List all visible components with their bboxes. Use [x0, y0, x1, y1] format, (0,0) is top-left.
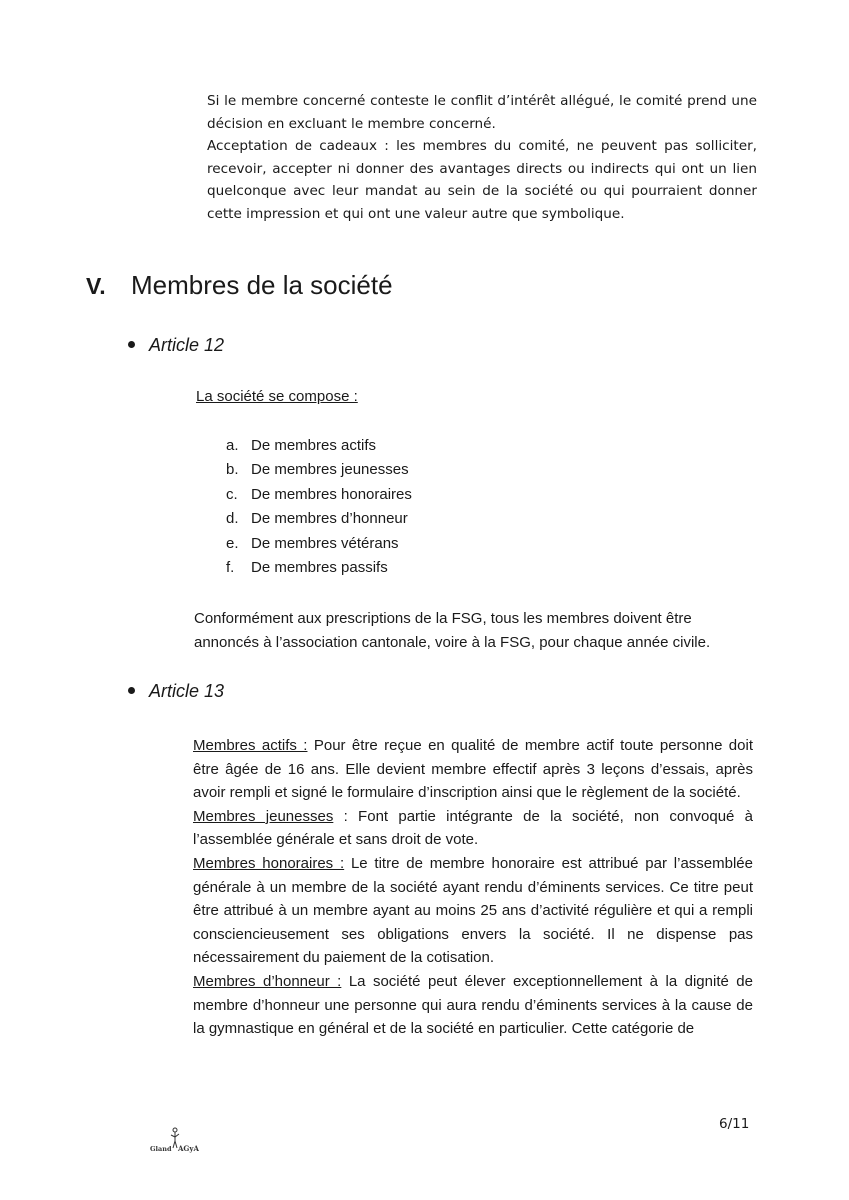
paragraph-gifts: Acceptation de cadeaux : les membres du comité, ne peuvent pas solliciter, recevoir, accepter ni donner des avantages directs ou indirects qui ont un lien quelconque avec leur mandat au sein de la société ou qui pourraient donner cette impression et qui ont une valeur autre que symbolique. — [207, 138, 757, 222]
list-item — [226, 434, 412, 458]
composition-subtitle: La société se compose : — [196, 388, 358, 405]
fsg-announcement — [194, 607, 754, 654]
term-active: Membres actifs : — [193, 737, 308, 754]
list-item — [226, 507, 412, 531]
definition-text: Pour être reçue en qualité de membre actif toute personne doit être âgée de 16 ans. Elle devient membre effectif après 3 leçons d’essais, après avoir rempli et signé le formulaire d’inscription ainsi que le règlement de la société. — [193, 737, 753, 802]
conflict-of-interest-text — [207, 90, 757, 225]
list-text: De membres jeunesses — [251, 461, 409, 479]
section-title: Membres de la société — [131, 270, 393, 300]
definition-youth — [193, 805, 753, 852]
list-text: De membres actifs — [251, 437, 377, 454]
club-logo — [150, 1127, 212, 1161]
list-item — [226, 556, 412, 580]
definition-active — [193, 734, 753, 805]
list-text: De membres honoraires — [251, 485, 412, 503]
list-text: De membres passifs — [251, 559, 388, 577]
logo-text-right: AGyA — [178, 1144, 199, 1153]
page-number: 6/11 — [719, 1116, 750, 1132]
section-number: V. — [86, 273, 106, 299]
bullet-icon — [128, 687, 135, 694]
article-12-heading — [128, 335, 224, 356]
definition-honorary — [193, 852, 753, 970]
list-text: De membres d’honneur — [251, 510, 408, 528]
list-letter: b. — [226, 461, 239, 479]
article-12-title: Article 12 — [149, 335, 225, 355]
definition-text: Le titre de membre honoraire est attribué par l’assemblée générale à un membre de la société ayant rendu d’éminents services. Ce titre peut être attribué à un membre ayant au moins 25 ans d’activité régulière et qui a rempli consciencieusement ses obligations envers la société. Il ne dispense pas nécessairement du paiement de la cotisation. — [193, 854, 753, 967]
definition-honour — [193, 970, 753, 1041]
fsg-paragraph: Conformément aux prescriptions de la FSG, tous les membres doivent être annoncés à l’association cantonale, voire à la FSG, pour chaque année civile. — [194, 610, 711, 651]
section-heading — [86, 270, 393, 301]
article-13-heading — [128, 681, 224, 702]
list-letter: c. — [226, 485, 238, 503]
term-honorary: Membres honoraires : — [193, 854, 345, 872]
list-item — [226, 532, 412, 556]
term-youth: Membres jeunesses — [193, 807, 334, 825]
definition-text: : Font partie intégrante de la société, non convoqué à l’assemblée générale et sans droit de vote. — [193, 807, 753, 849]
definition-text: La société peut élever exceptionnellement à la dignité de membre d’honneur une personne qui aura rendu d’éminents services à la cause de la gymnastique en général et de la société en particulier. Cette catégorie de — [193, 972, 753, 1038]
article-13-title: Article 13 — [149, 681, 225, 701]
list-letter: f. — [226, 559, 235, 577]
term-honour: Membres d’honneur : — [193, 972, 342, 990]
list-letter: d. — [226, 510, 239, 528]
member-definitions — [193, 734, 753, 1041]
list-letter: e. — [226, 534, 239, 552]
list-item — [226, 458, 412, 482]
logo-text-left: Gland — [150, 1145, 172, 1153]
list-letter: a. — [226, 437, 239, 454]
bullet-icon — [128, 341, 135, 348]
list-text: De membres vétérans — [251, 534, 399, 552]
paragraph-conflict: Si le membre concerné conteste le conflit d’intérêt allégué, le comité prend une décision en excluant le membre concerné. — [207, 93, 757, 132]
list-item — [226, 483, 412, 507]
member-types-list — [226, 434, 412, 580]
